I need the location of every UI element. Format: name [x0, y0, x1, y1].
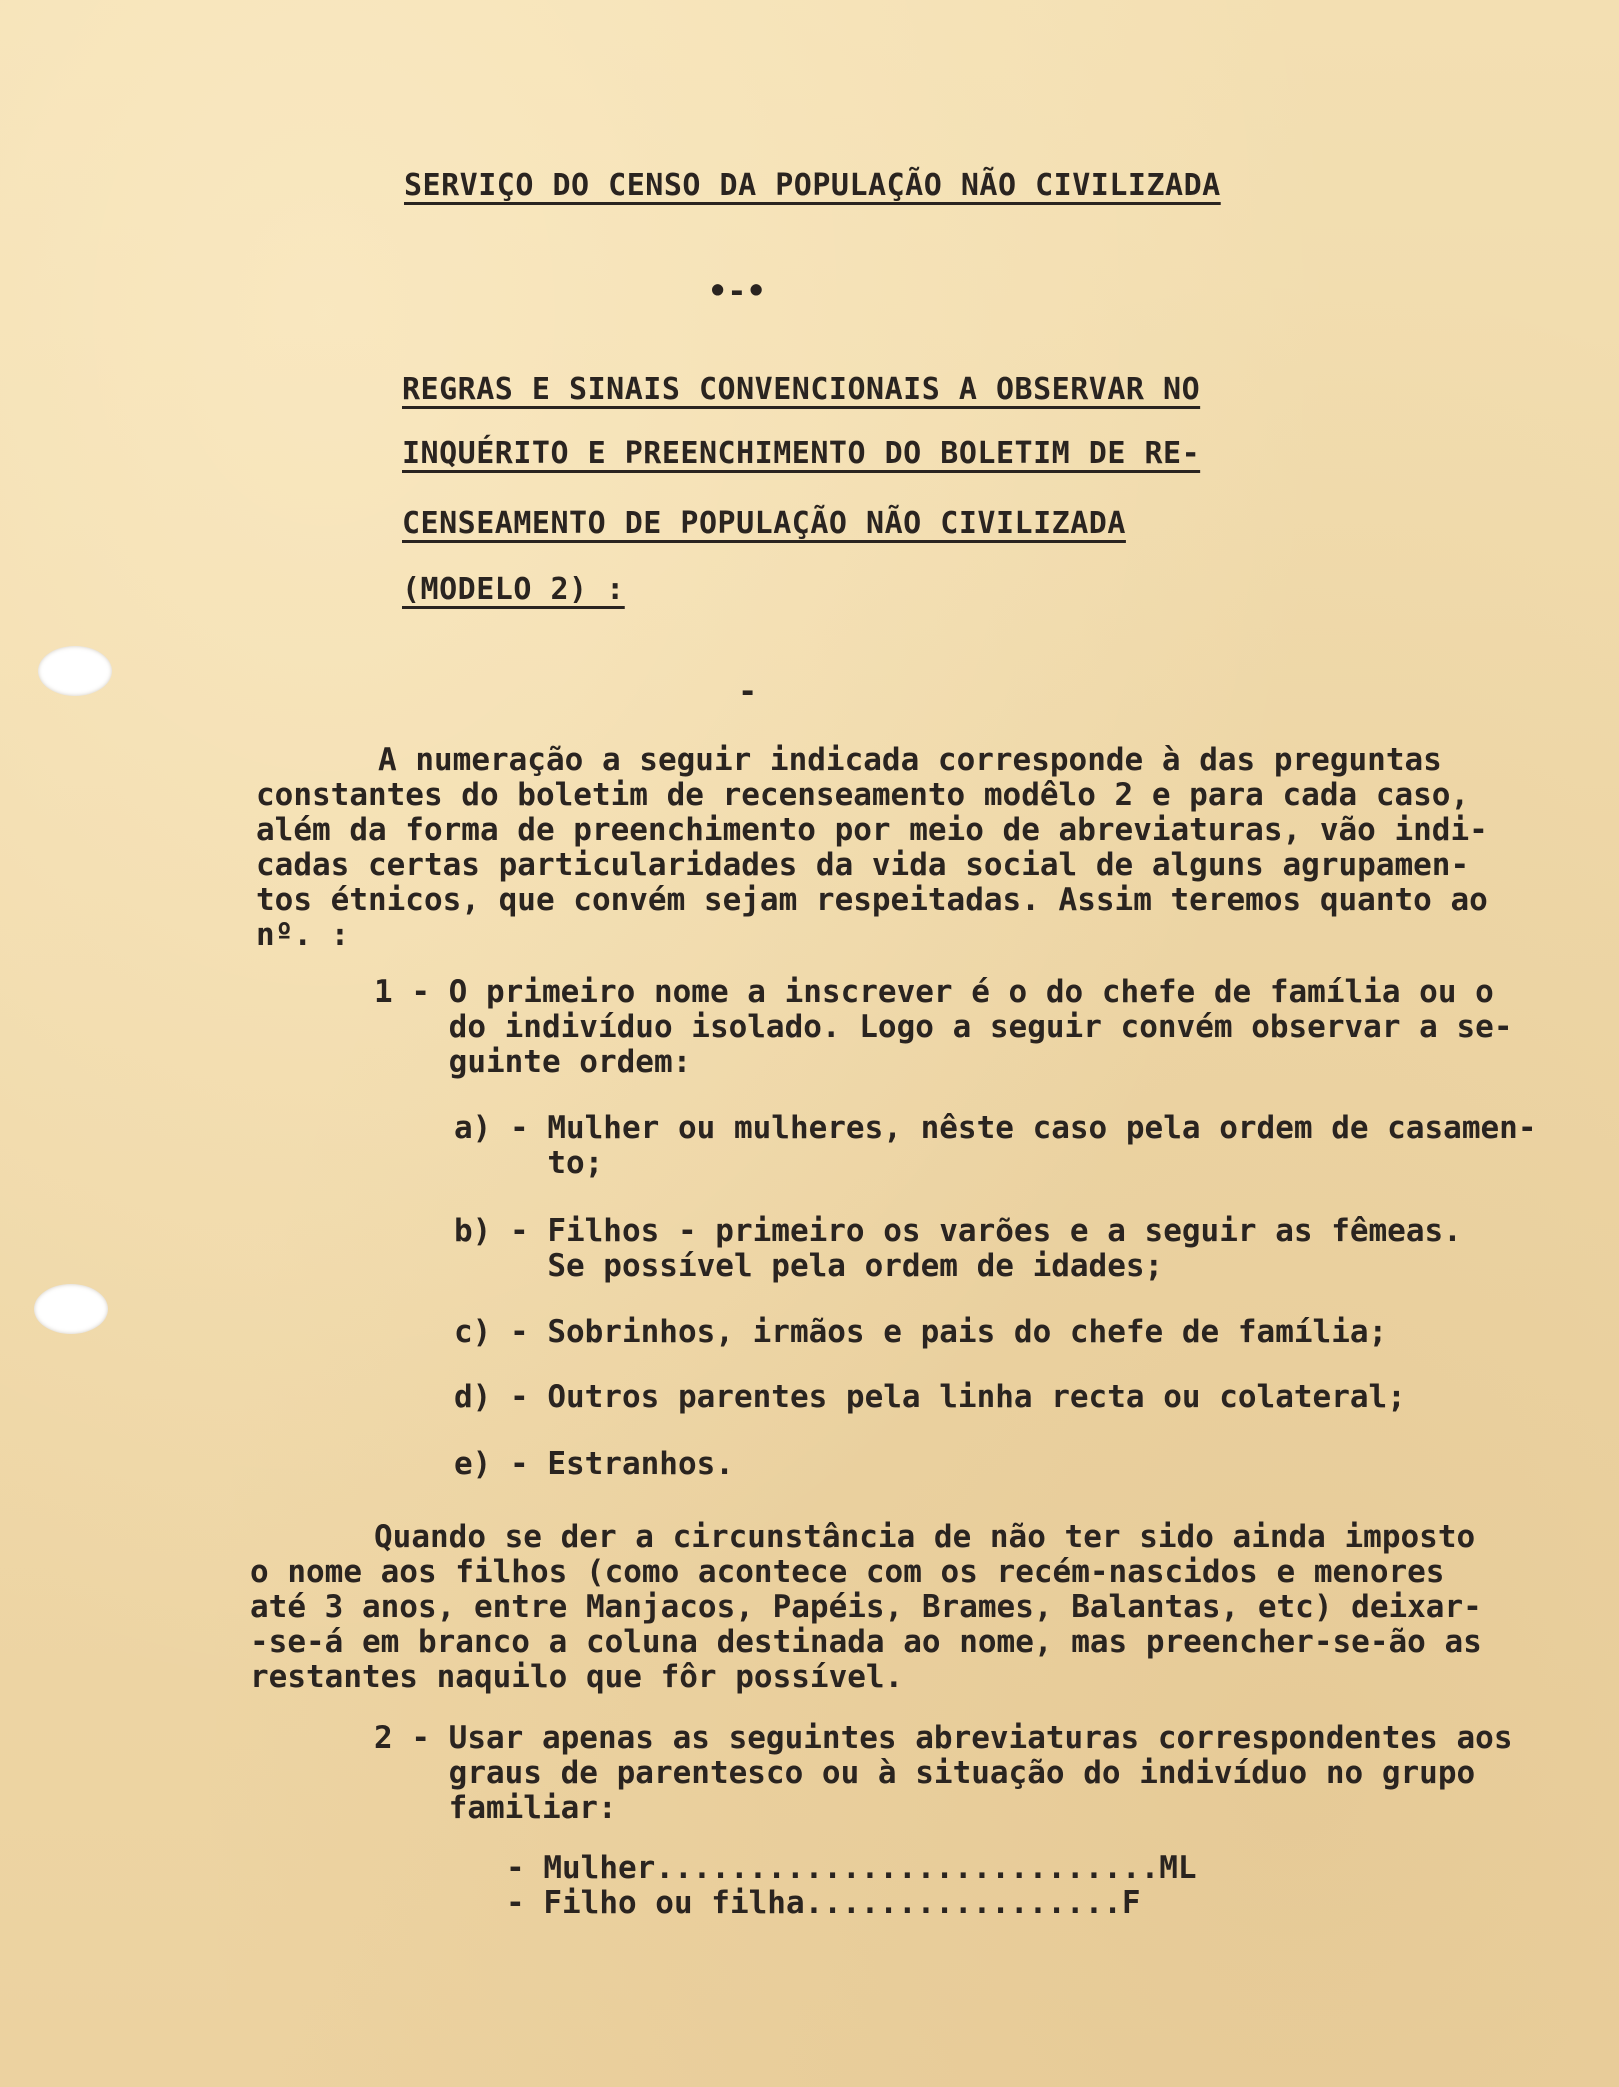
item-2	[374, 1721, 1512, 1826]
note-line-2: o nome aos filhos (como acontece com os recém-nascidos e menores	[250, 1554, 1445, 1590]
note-line-3: até 3 anos, entre Manjacos, Papéis, Brames, Balantas, etc) deixar-	[250, 1589, 1482, 1625]
subitem-d	[454, 1380, 1406, 1415]
item-1-line-3: guinte ordem:	[374, 1044, 692, 1080]
abbreviation-dots: ...........................	[655, 1850, 1160, 1886]
subitem-e-line-1: e) - Estranhos.	[454, 1446, 734, 1482]
subitem-b-line-2: Se possível pela ordem de idades;	[454, 1248, 1164, 1284]
separator-bottom: -	[738, 672, 758, 710]
abbreviation-code: ML	[1159, 1850, 1197, 1886]
abbreviation-list	[506, 1851, 1197, 1921]
note-line-5: restantes naquilo que fôr possível.	[250, 1659, 904, 1695]
note-line-1: Quando se der a circunstância de não ter sido ainda imposto	[374, 1519, 1476, 1555]
item-2-line-3: familiar:	[374, 1790, 617, 1826]
subitem-a	[454, 1111, 1537, 1181]
intro-paragraph	[256, 743, 1488, 953]
subitem-c	[454, 1315, 1387, 1350]
item-1-line-1: 1 - O primeiro nome a inscrever é o do chefe de família ou o	[374, 974, 1494, 1010]
subitem-e	[454, 1447, 734, 1482]
abbreviation-code: F	[1121, 1885, 1141, 1921]
note-paragraph	[250, 1520, 1482, 1695]
rules-title-line-1: REGRAS E SINAIS CONVENCIONAIS A OBSERVAR NO	[402, 372, 1201, 407]
abbreviation-dots: .................	[804, 1885, 1122, 1921]
intro-line-3: além da forma de preenchimento por meio de abreviaturas, vão indi-	[256, 812, 1488, 848]
item-1-line-2: do indivíduo isolado. Logo a seguir convém observar a se-	[374, 1009, 1513, 1045]
item-2-line-2: graus de parentesco ou à situação do indivíduo no grupo	[374, 1755, 1476, 1791]
intro-line-1: A numeração a seguir indicada corresponde à das preguntas	[378, 742, 1442, 778]
separator-top: •-•	[708, 272, 766, 310]
intro-line-2: constantes do boletim de recenseamento modêlo 2 e para cada caso,	[256, 777, 1470, 813]
item-2-line-1: 2 - Usar apenas as seguintes abreviaturas correspondentes aos	[374, 1720, 1513, 1756]
abbreviation-row	[506, 1886, 1197, 1921]
punch-hole-bottom	[34, 1284, 108, 1334]
abbreviation-term: - Mulher	[506, 1850, 656, 1886]
intro-line-6: nº. :	[256, 917, 350, 953]
punch-hole-top	[38, 646, 112, 696]
subitem-b-line-1: b) - Filhos - primeiro os varões e a seguir as fêmeas.	[454, 1213, 1462, 1249]
item-1	[374, 975, 1512, 1080]
subitem-b	[454, 1214, 1462, 1284]
subitem-d-line-1: d) - Outros parentes pela linha recta ou colateral;	[454, 1379, 1406, 1415]
rules-title-line-2: INQUÉRITO E PREENCHIMENTO DO BOLETIM DE RE-	[402, 436, 1201, 471]
subitem-a-line-2: to;	[454, 1145, 604, 1181]
subitem-c-line-1: c) - Sobrinhos, irmãos e pais do chefe de família;	[454, 1314, 1388, 1350]
abbreviation-term: - Filho ou filha	[506, 1885, 805, 1921]
intro-line-4: cadas certas particularidades da vida social de alguns agrupamen-	[256, 847, 1470, 883]
rules-title-line-4: (MODELO 2) :	[402, 572, 625, 607]
rules-title-line-3: CENSEAMENTO DE POPULAÇÃO NÃO CIVILIZADA	[402, 506, 1126, 541]
subitem-a-line-1: a) - Mulher ou mulheres, nêste caso pela ordem de casamen-	[454, 1110, 1537, 1146]
abbreviation-row	[506, 1851, 1197, 1886]
note-line-4: -se-á em branco a coluna destinada ao nome, mas preencher-se-ão as	[250, 1624, 1482, 1660]
service-title: SERVIÇO DO CENSO DA POPULAÇÃO NÃO CIVILIZADA	[404, 168, 1221, 203]
intro-line-5: tos étnicos, que convém sejam respeitadas. Assim teremos quanto ao	[256, 882, 1488, 918]
